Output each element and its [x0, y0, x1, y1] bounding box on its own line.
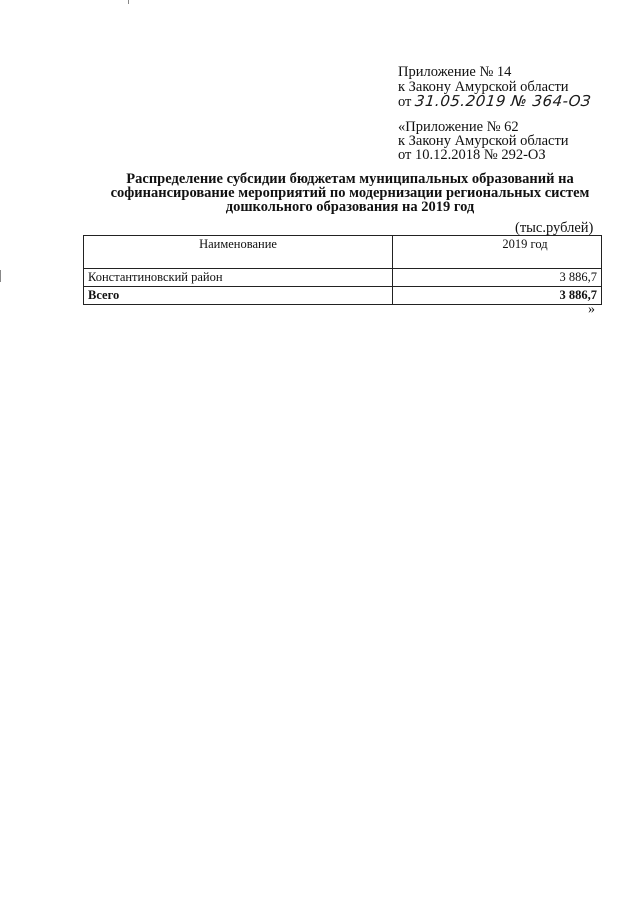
table-row	[84, 269, 602, 287]
title-line-1: Распределение субсидии бюджетам муниципальных образований на	[126, 171, 574, 187]
table-header-row	[84, 236, 602, 269]
appendix-current	[398, 66, 591, 109]
header-year: 2019 год	[393, 236, 602, 269]
unit-label: (тыс.рублей)	[515, 220, 594, 236]
scan-mark-top	[128, 0, 129, 4]
header-name: Наименование	[84, 236, 393, 269]
subsidy-table	[83, 235, 602, 305]
row-name: Константиновский район	[84, 269, 393, 287]
previous-appendix-number: «Приложение № 62	[398, 119, 519, 135]
previous-appendix-date: от 10.12.2018 № 292-ОЗ	[398, 147, 546, 163]
closing-quote: »	[588, 302, 595, 317]
title-line-3: дошкольного образования на 2019 год	[225, 199, 475, 215]
total-label: Всего	[84, 287, 393, 305]
previous-appendix-law: к Закону Амурской области	[398, 133, 569, 149]
handwritten-date-number: 31.05.2019 № 364-ОЗ	[414, 92, 593, 110]
title-line-2: софинансирование мероприятий по модернизации региональных систем	[110, 185, 590, 201]
appendix-number: Приложение № 14	[398, 64, 512, 80]
scan-mark-left	[0, 270, 1, 282]
document-title	[80, 172, 620, 214]
table-total-row	[84, 287, 602, 305]
row-value: 3 886,7	[393, 269, 602, 287]
total-value: 3 886,7	[393, 287, 602, 305]
appendix-previous	[398, 121, 569, 162]
appendix-date-prefix: от	[398, 94, 412, 110]
appendix-law: к Закону Амурской области	[398, 79, 569, 95]
appendix-date-line	[398, 92, 593, 110]
